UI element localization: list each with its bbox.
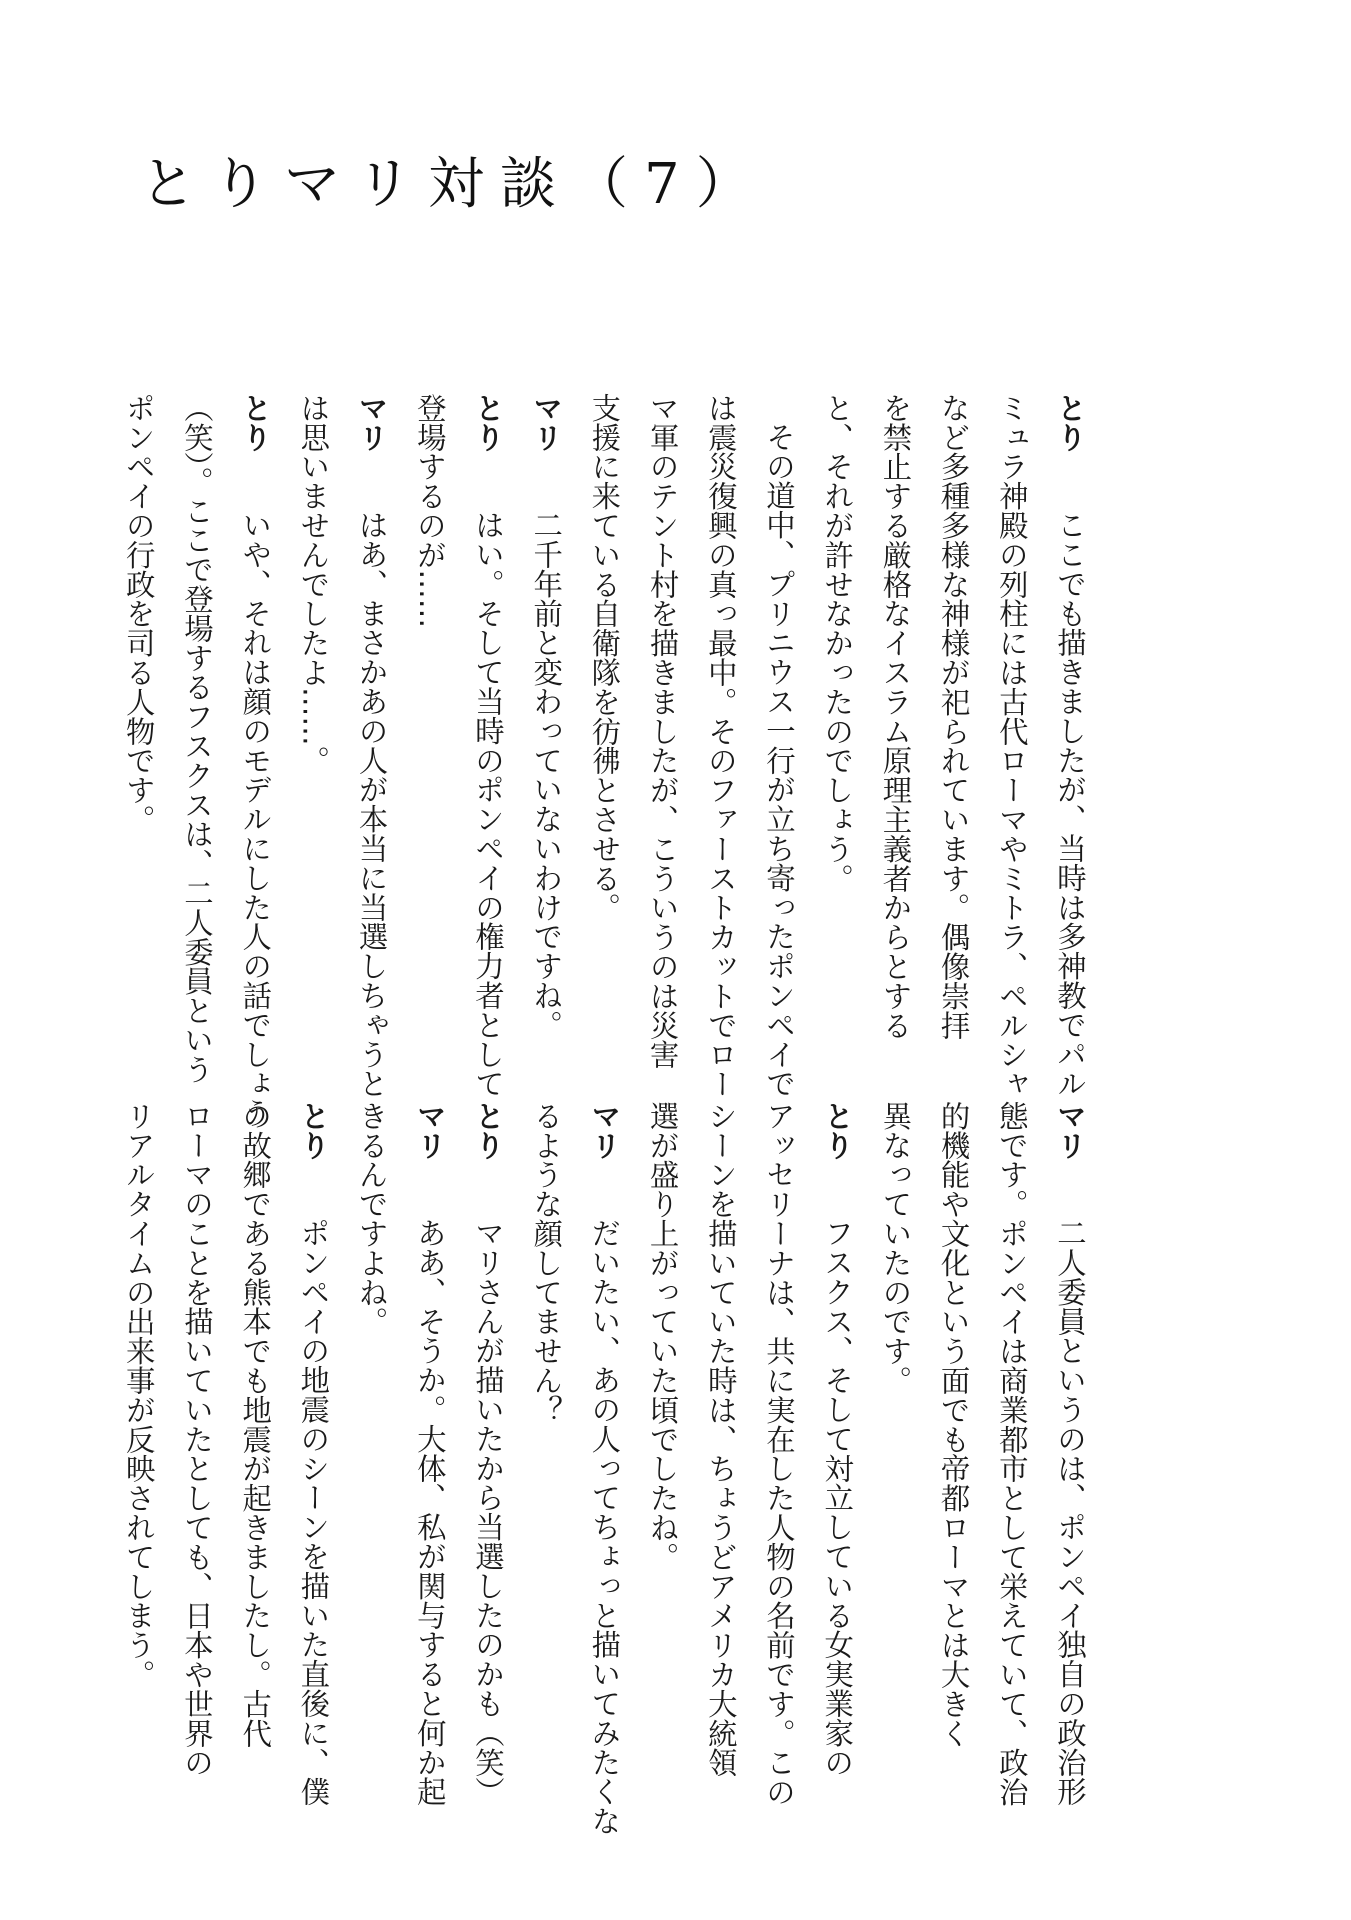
dialogue-line: マ軍のテント村を描きましたが、こういうのは災害 <box>645 393 680 1070</box>
dialogue-line: とり はい。そして当時のポンペイの権力者として <box>470 393 505 1099</box>
dialogue-line: とり ここでも描きましたが、当時は多神教でパル <box>1053 393 1087 1099</box>
dialogue-line: 登場するのが…… <box>412 393 447 629</box>
speaker-label: とり <box>238 393 273 452</box>
speaker-label: とり <box>820 1101 855 1160</box>
dialogue-line: その道中、プリニウス一行が立ち寄ったポンペイで <box>761 422 796 1099</box>
dialogue-line: 的機能や文化という面でも帝都ローマとは大きく <box>936 1101 971 1748</box>
dialogue-line: マリ 二人委員というのは、ポンペイ独自の政治形 <box>1053 1101 1087 1807</box>
dialogue-line: 異なっていたのです。 <box>878 1101 913 1395</box>
dialogue-line: シーンを描いていた時は、ちょうどアメリカ大統領 <box>703 1101 738 1778</box>
dialogue-line: を禁止する厳格なイスラム原理主義者からとする <box>878 393 913 1040</box>
dialogue-line: とり ポンペイの地震のシーンを描いた直後に、僕 <box>296 1101 331 1807</box>
dialogue-line: など多種多様な神様が祀られています。偶像崇拝 <box>936 393 971 1040</box>
dialogue-line: ミュラ神殿の列柱には古代ローマやミトラ、ペルシャ <box>994 393 1029 1099</box>
dialogue-line: の故郷である熊本でも地震が起きましたし。古代 <box>238 1101 273 1748</box>
dialogue-line: は思いませんでしたよ……。 <box>296 393 331 776</box>
dialogue-line: とり いや、それは顔のモデルにした人の話でしょう <box>238 393 273 1128</box>
speaker-label: マリ <box>587 1101 622 1160</box>
speaker-label: とり <box>470 393 505 452</box>
dialogue-line: きるんですよね。 <box>354 1101 389 1337</box>
dialogue-block-bottom <box>99 1101 1099 1836</box>
dialogue-line: 支援に来ている自衛隊を彷彿とさせる。 <box>587 393 622 923</box>
dialogue-line: マリ 二千年前と変わっていないわけですね。 <box>529 393 564 1040</box>
dialogue-line: るような顔してません？ <box>529 1101 564 1425</box>
dialogue-line: マリ はあ、まさかあの人が本当に当選しちゃうと <box>354 393 389 1099</box>
speaker-label: マリ <box>1053 1101 1087 1160</box>
speaker-label: とり <box>1053 393 1087 452</box>
dialogue-line: とり フスクス、そして対立している女実業家の <box>820 1101 855 1777</box>
dialogue-line: マリ だいたい、あの人ってちょっと描いてみたくな <box>587 1101 622 1836</box>
dialogue-line: は震災復興の真っ最中。そのファーストカットでロー <box>703 393 738 1099</box>
page-title: とりマリ対談（7） <box>140 151 768 217</box>
dialogue-line: リアルタイムの出来事が反映されてしまう。 <box>121 1101 156 1689</box>
speaker-label: とり <box>296 1101 331 1160</box>
dialogue-line: と、それが許せなかったのでしょう。 <box>820 393 855 893</box>
speaker-label: とり <box>470 1101 505 1160</box>
dialogue-line: ローマのことを描いていたとしても、日本や世界の <box>179 1101 214 1778</box>
dialogue-line: とり マリさんが描いたから当選したのかも（笑） <box>470 1101 505 1807</box>
speaker-label: マリ <box>412 1101 447 1160</box>
dialogue-block-top <box>99 393 1099 1128</box>
dialogue-line: アッセリーナは、共に実在した人物の名前です。この <box>761 1101 796 1807</box>
dialogue-line: （笑）。ここで登場するフスクスは、二人委員という <box>179 393 214 1084</box>
dialogue-line: 選が盛り上がっていた頃でしたね。 <box>645 1101 680 1572</box>
speaker-label: マリ <box>354 393 389 452</box>
speaker-label: マリ <box>529 393 564 452</box>
dialogue-line: マリ ああ、そうか。大体、私が関与すると何か起 <box>412 1101 447 1807</box>
dialogue-line: 態です。ポンペイは商業都市として栄えていて、政治 <box>994 1101 1029 1807</box>
dialogue-line: ポンペイの行政を司る人物です。 <box>121 393 156 834</box>
